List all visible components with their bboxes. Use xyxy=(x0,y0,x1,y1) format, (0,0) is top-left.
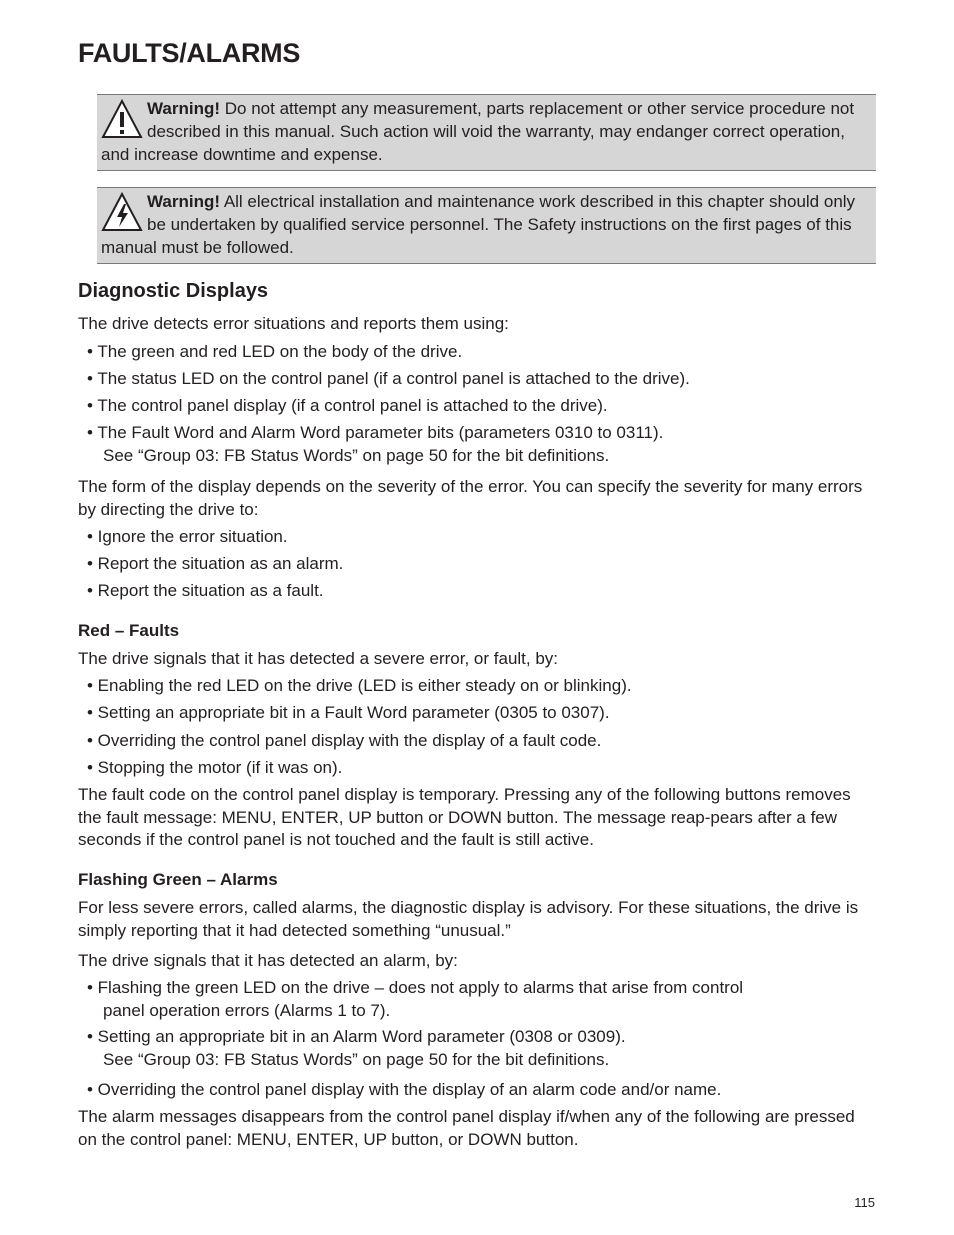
green-alarms-signals: The drive signals that it has detected an alarm, by: xyxy=(78,951,458,970)
warning-text: All electrical installation and maintenance work described in this chapter should only be undertaken by qualified service personnel. The Safety instructions on the first pages of this manual must be followed. xyxy=(101,192,856,257)
list-item xyxy=(87,422,877,467)
warning-label: Warning! xyxy=(147,192,221,211)
severity-paragraph: The form of the display depends on the severity of the error. You can specify the severity for many errors by directing the drive to: xyxy=(78,477,863,519)
warning-text: Do not attempt any measurement, parts replacement or other service procedure not described in this manual. Such action will void the warranty, may endanger correct operation, and increase downtime and expense. xyxy=(101,99,855,164)
page-title: FAULTS/ALARMS xyxy=(78,38,301,68)
warning-box-measurement xyxy=(97,94,876,171)
diagnostic-intro: The drive detects error situations and reports them using: xyxy=(78,314,509,333)
list-item: • Report the situation as a fault. xyxy=(87,581,324,600)
list-item: • Overriding the control panel display with the display of a fault code. xyxy=(87,731,602,750)
list-item: • The control panel display (if a control panel is attached to the drive). xyxy=(87,396,608,415)
warning-label: Warning! xyxy=(147,99,221,118)
list-item: • The green and red LED on the body of the drive. xyxy=(87,342,463,361)
list-item: • Overriding the control panel display with the display of an alarm code and/or name. xyxy=(87,1080,722,1099)
list-item-subtext: panel operation errors (Alarms 1 to 7). xyxy=(103,1000,391,1020)
subheading-green-alarms: Flashing Green – Alarms xyxy=(78,870,278,889)
list-item: • Report the situation as an alarm. xyxy=(87,554,344,573)
green-alarms-closing: The alarm messages disappears from the control panel display if/when any of the following are pressed on the control panel: MENU, ENTER, UP button, or DOWN button. xyxy=(78,1107,855,1149)
list-item-text: • Setting an appropriate bit in an Alarm Word parameter (0308 or 0309). xyxy=(87,1027,626,1046)
lightning-triangle-icon xyxy=(101,192,143,232)
red-faults-closing: The fault code on the control panel display is temporary. Pressing any of the following buttons removes the fault message: MENU, ENTER, UP button or DOWN button. The message reap-pears after a few seconds if the control panel is not touched and the fault is still active. xyxy=(78,785,851,849)
list-item: • Enabling the red LED on the drive (LED is either steady on or blinking). xyxy=(87,676,632,695)
green-alarms-intro: For less severe errors, called alarms, the diagnostic display is advisory. For these situations, the drive is simply reporting that it had detected something “unusual.” xyxy=(78,898,859,940)
list-item: • Stopping the motor (if it was on). xyxy=(87,758,343,777)
red-faults-intro: The drive signals that it has detected a severe error, or fault, by: xyxy=(78,649,559,668)
list-item: • The status LED on the control panel (if a control panel is attached to the drive). xyxy=(87,369,690,388)
subheading-red-faults: Red – Faults xyxy=(78,621,180,640)
list-item-text: • Flashing the green LED on the drive – does not apply to alarms that arise from control xyxy=(87,978,744,997)
list-item: • Ignore the error situation. xyxy=(87,527,288,546)
exclamation-triangle-icon xyxy=(101,99,143,139)
warning-box-electrical xyxy=(97,187,876,264)
page-number: 115 xyxy=(854,1195,875,1210)
list-item-subtext: See “Group 03: FB Status Words” on page 50 for the bit definitions. xyxy=(103,1049,610,1069)
list-item-text: • The Fault Word and Alarm Word parameter bits (parameters 0310 to 0311). xyxy=(87,423,664,442)
list-item-subtext: See “Group 03: FB Status Words” on page 50 for the bit definitions. xyxy=(103,445,610,465)
section-heading-diagnostic: Diagnostic Displays xyxy=(78,280,269,302)
list-item: • Setting an appropriate bit in a Fault Word parameter (0305 to 0307). xyxy=(87,703,610,722)
list-item xyxy=(87,1026,877,1071)
list-item xyxy=(87,977,877,1022)
